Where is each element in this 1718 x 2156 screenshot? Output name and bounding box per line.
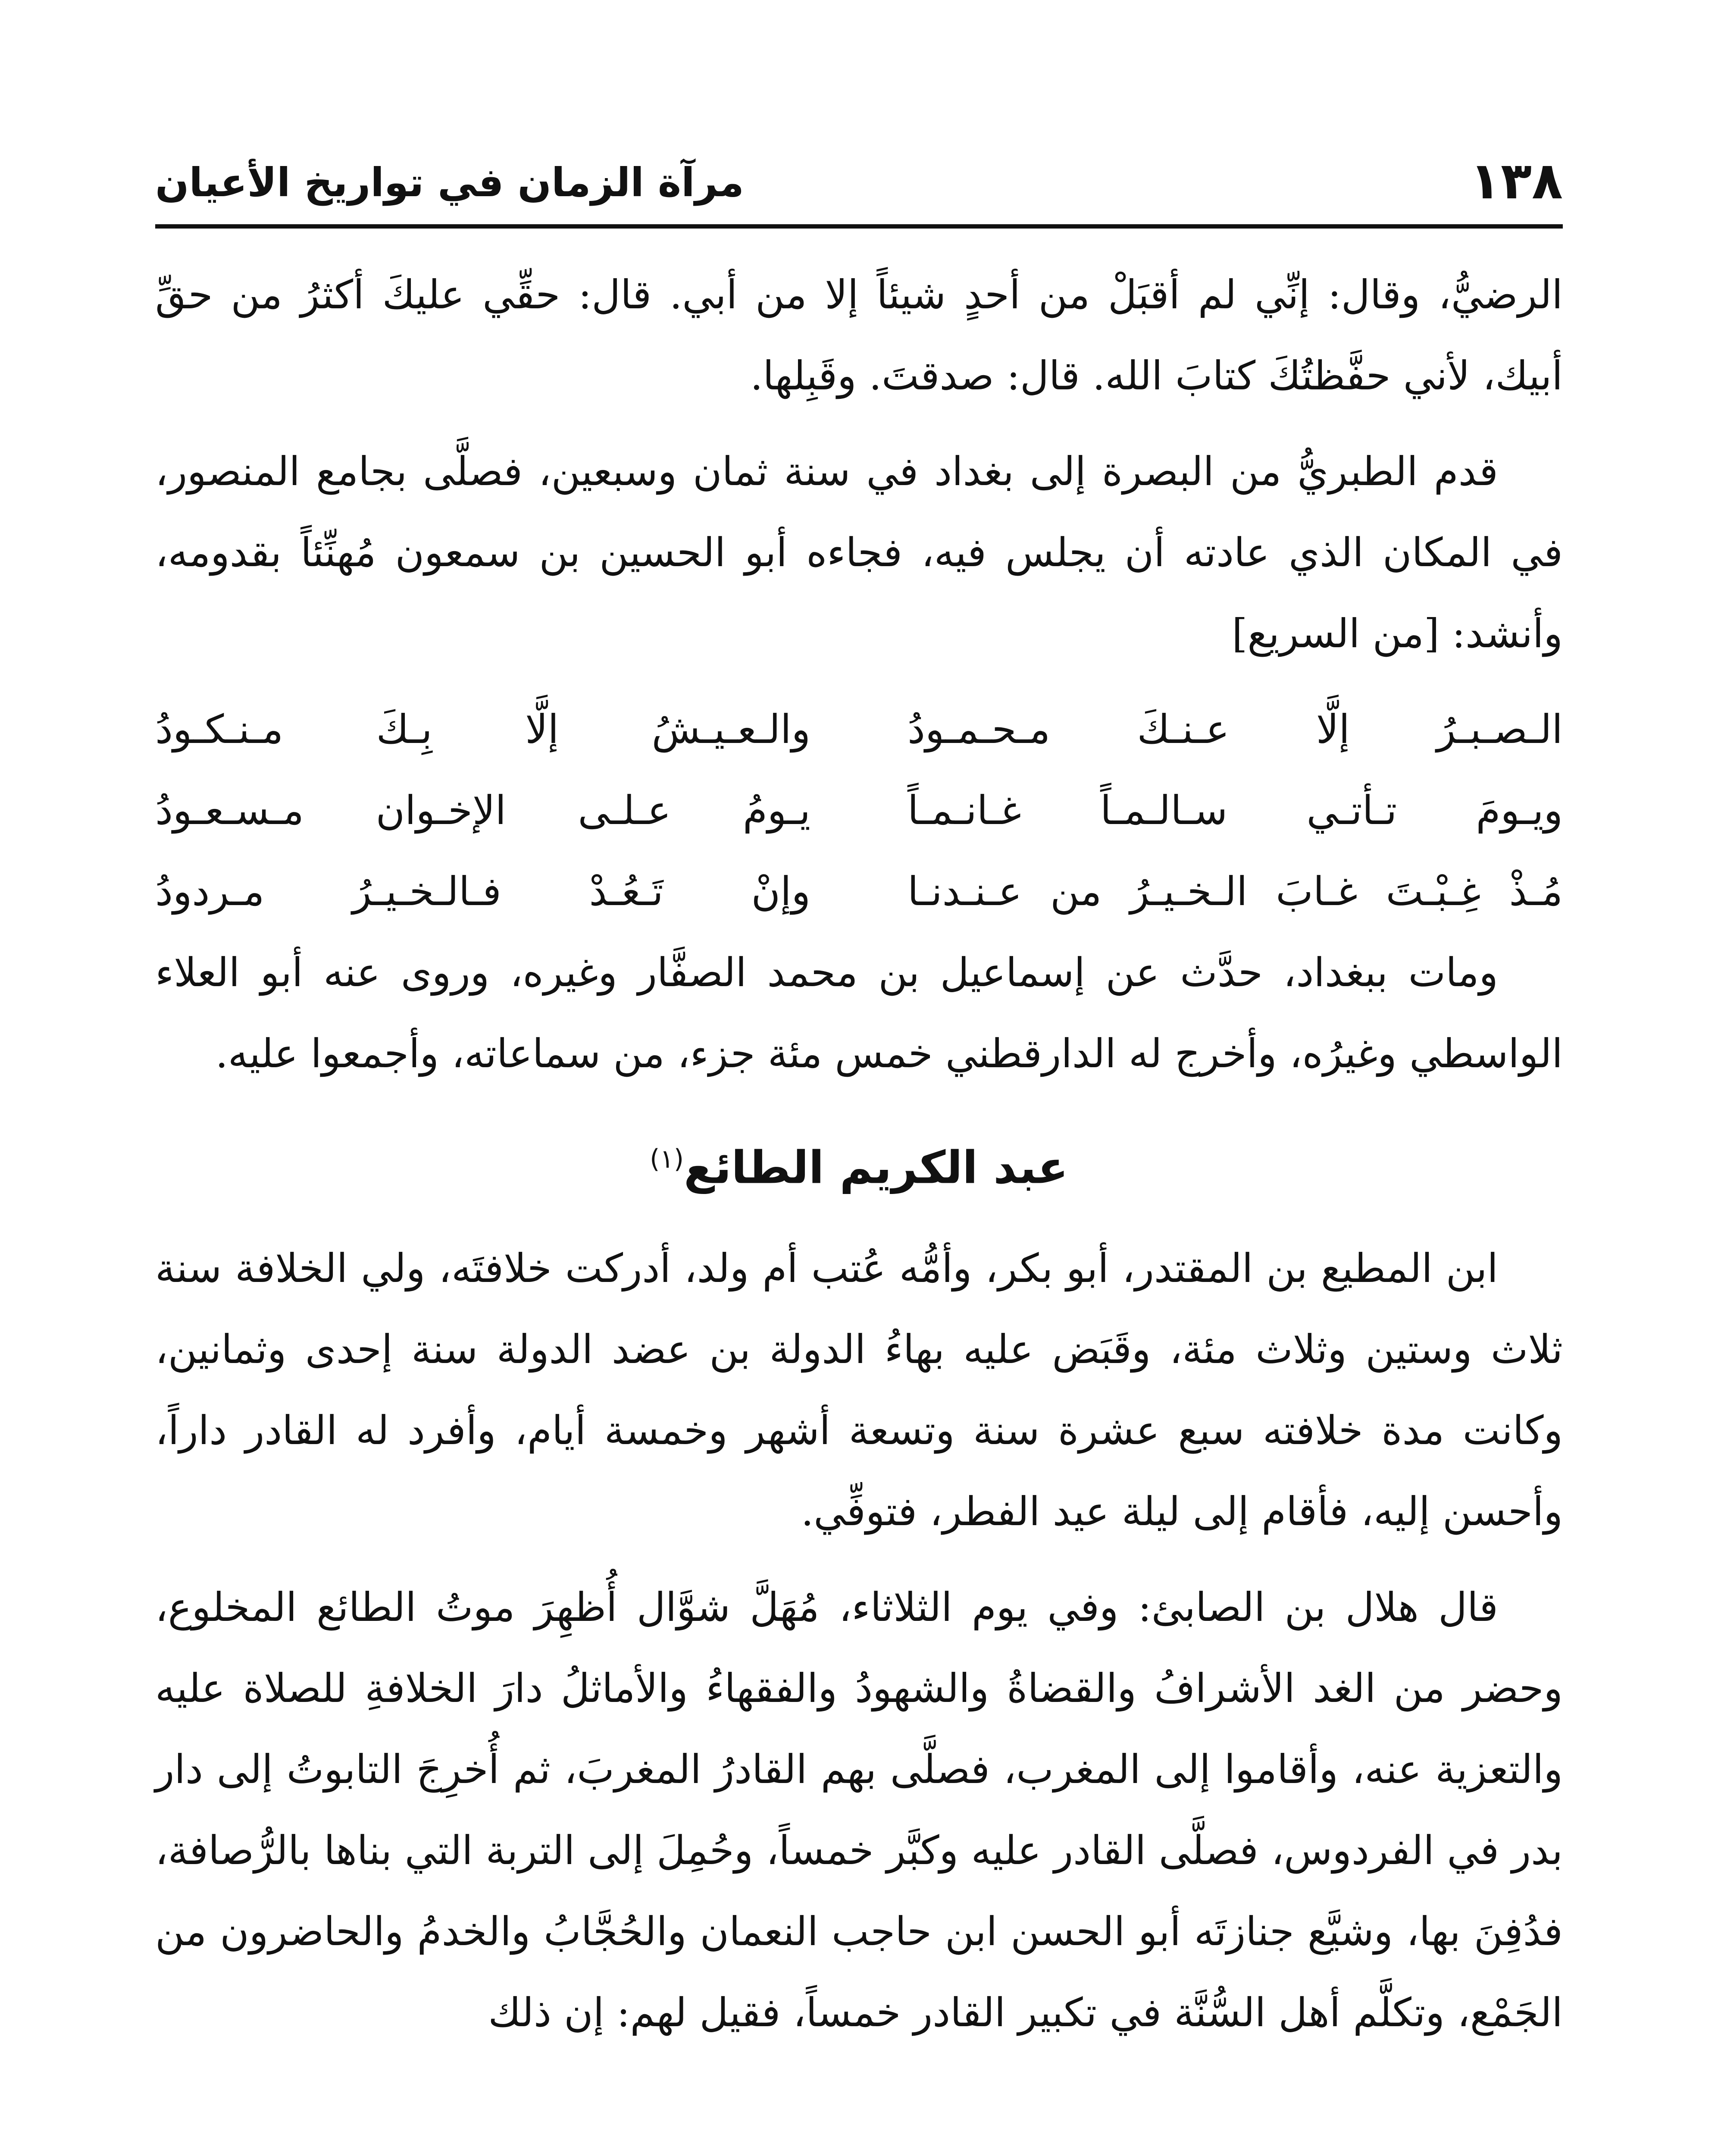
verse-first-hemistich: مُـذْ غِـبْـتَ غـابَ الـخـيـرُ من عـنـدنـا <box>908 868 1563 915</box>
verse-line <box>155 851 1563 932</box>
main-text <box>155 254 1563 2053</box>
poem <box>155 689 1563 932</box>
verse-first-hemistich: ويـومَ تـأتـي سـالـمـاً غـانـمـاً <box>908 787 1563 834</box>
page-header <box>155 142 1563 229</box>
verse-line <box>155 689 1563 770</box>
verse-second-hemistich: وإنْ تَـعُـدْ فـالـخـيـرُ مـردودُ <box>155 868 810 915</box>
verse-second-hemistich: يـومُ عـلـى الإخـوان مـسـعـودُ <box>155 787 810 834</box>
header-rule <box>155 224 1563 229</box>
page-number: ١٣٨ <box>1469 151 1563 210</box>
paragraph: ابن المطيع بن المقتدر، أبو بكر، وأمُّه عُتب أم ولد، أدركت خلافتَه، ولي الخلافة سنة ثلاث وستين وثلاث مئة، وقَبَض عليه بهاءُ الدولة بن عضد الدولة سنة إحدى وثمانين، وكانت مدة خلافته سبع عشرة سنة وتسعة أشهر وخمسة أيام، وأفرد له القادر داراً، وأحسن إليه، فأقام إلى ليلة عيد الفطر، فتوفِّي. <box>155 1245 1563 1535</box>
verse-second-hemistich: والـعـيـشُ إلَّا بِـكَ مـنـكـودُ <box>155 706 810 752</box>
verse-first-hemistich: الـصـبـرُ إلَّا عـنـكَ مـحـمـودُ <box>908 706 1563 752</box>
verse-line <box>155 770 1563 851</box>
heading-title: عبد الكريم الطائع <box>684 1141 1068 1194</box>
running-title: مرآة الزمان في تواريخ الأعيان <box>155 160 744 206</box>
paragraph: ومات ببغداد، حدَّث عن إسماعيل بن محمد الصفَّار وغيره، وروى عنه أبو العلاء الواسطي وغيرُه، وأخرج له الدارقطني خمس مئة جزء، من سماعاته، وأجمعوا عليه. <box>155 950 1563 1077</box>
paragraph: الرضيُّ، وقال: إنِّي لم أقبَلْ من أحدٍ شيئاً إلا من أبي. قال: حقِّي عليكَ أكثرُ من حقِّ أبيك، لأني حفَّظتُكَ كتابَ الله. قال: صدقتَ. وقَبِلها. <box>155 272 1563 399</box>
section-heading <box>155 1125 1563 1202</box>
footnote-marker: (١) <box>650 1144 684 1174</box>
paragraph: قال هلال بن الصابئ: وفي يوم الثلاثاء، مُهَلَّ شوَّال أُظهِرَ موتُ الطائع المخلوع، وحضر من الغد الأشرافُ والقضاةُ والشهودُ والفقهاءُ والأماثلُ دارَ الخلافةِ للصلاة عليه والتعزية عنه، وأقاموا إلى المغرب، فصلَّى بهم القادرُ المغربَ، ثم أُخرِجَ التابوتُ إلى دار بدر في الفردوس، فصلَّى القادر عليه وكبَّر خمساً، وحُمِلَ إلى التربة التي بناها بالرُّصافة، فدُفِنَ بها، وشيَّع جنازتَه أبو الحسن ابن حاجب النعمان والحُجَّابُ والخدمُ والحاضرون من الجَمْع، وتكلَّم أهل السُّنَّة في تكبير القادر خمساً، فقيل لهم: إن ذلك <box>155 1584 1563 2036</box>
paragraph: قدم الطبريُّ من البصرة إلى بغداد في سنة ثمان وسبعين، فصلَّى بجامع المنصور، في المكان الذي عادته أن يجلس فيه، فجاءه أبو الحسين بن سمعون مُهنِّئاً بقدومه، وأنشد: [من السريع] <box>155 448 1563 657</box>
